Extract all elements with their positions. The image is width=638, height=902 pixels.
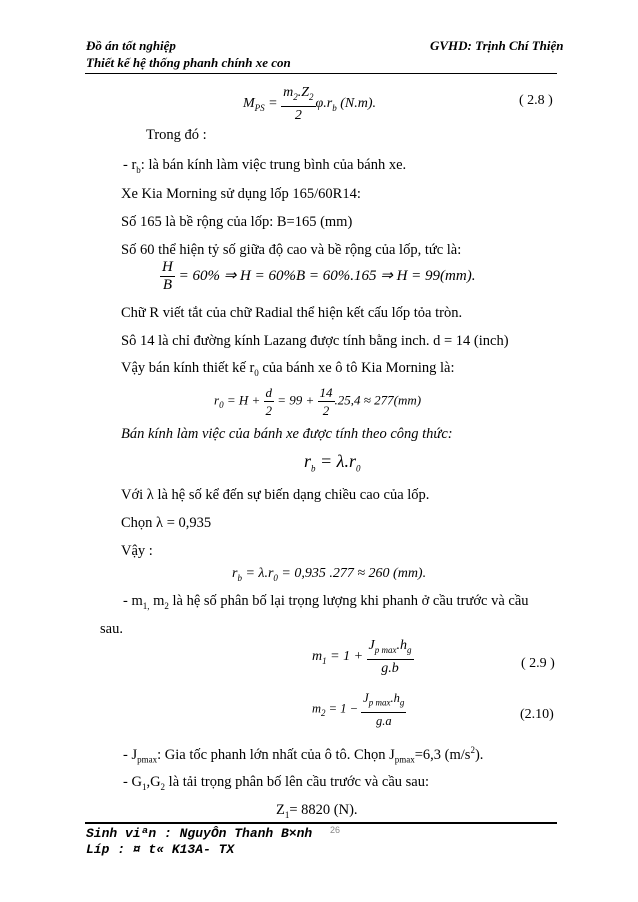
equation-2-8: $M_{PS}$ = $\frac{m_2.Z_2}{2}$ $\varphi.r_b$ (N.m). [243, 85, 377, 123]
equation-r0: $r_0 = H$ + $\frac{d}{2}$ = 99 + $\frac{14}{2}$ .25,4 ≈ 277(mm) [214, 385, 422, 418]
header-rule [85, 73, 557, 74]
trong-do-text: Trong đó : [146, 127, 207, 143]
header-subtitle: Thiết kế hệ thống phanh chính xe con [86, 55, 291, 70]
page-number: 26 [330, 825, 341, 835]
ban-kinh-text: Bán kính làm việc của bánh xe được tính theo công thức: [121, 426, 453, 442]
kia-tire-text: Xe Kia Morning sử dụng lốp 165/60R14: [121, 186, 361, 202]
jpmax-definition: - $J_{pmax}$: Gia tốc phanh lớn nhất của ô tô. Chọn $J_{pmax}=6,3$ $(m/s^2)$. [123, 745, 484, 765]
equation-number-2-10: (2.10) [520, 707, 554, 722]
equation-rb: $r_b = \lambda.r_0$ [304, 451, 361, 474]
chu-r-text: Chữ R viết tắt của chữ Radial thể hiện kết cấu lốp tỏa tròn. [121, 305, 463, 321]
header-title: Đồ án tốt nghiệp [86, 38, 176, 53]
rb-definition: - $r_b$: là bán kính làm việc trung bình của bánh xe. [123, 157, 407, 175]
footer-student: Sinh viªn : NguyÔn Thanh B×nh [86, 826, 313, 841]
equation-h-b: $\frac{H}{B}$ = 60% ⇒ H = 60%B = 60%.165 ⇒ H = 99(mm). [162, 259, 476, 293]
footer-class: Líp : ¤ t« K13A- TX [86, 842, 235, 857]
lambda-definition: Với λ là hệ số kể đến sự biến dạng chiều cao của lốp. [121, 487, 430, 503]
z1-value: $Z_1= 8820$ (N). [276, 802, 358, 820]
footer-rule [85, 822, 557, 824]
header-supervisor: GVHD: Trịnh Chí Thiện [430, 38, 564, 53]
equation-number-2-8: ( 2.8 ) [519, 93, 553, 108]
so-14-text: Sô 14 là chỉ đường kính Lazang được tính bằng inch. d = 14 (inch) [121, 333, 509, 349]
m-definition: - $m_{1,}$ $m_2$ là hệ số phân bố lại trọng lượng khi phanh ở cầu trước và cầu [123, 593, 529, 611]
sau-text: sau. [100, 621, 123, 637]
so-165-text: Số 165 là bề rộng của lốp: B=165 (mm) [121, 214, 353, 230]
g-definition: - $G_1,G_2$ là tải trọng phân bố lên cầu trước và cầu sau: [123, 774, 429, 792]
equation-rb-value: $r_b = \lambda.r_0 = 0,935$ .277 ≈ 260 (mm). [232, 566, 427, 583]
so-60-text: Số 60 thể hiện tỷ số giữa độ cao và bề rộng của lốp, tức là: [121, 242, 462, 258]
chon-lambda-text: Chọn λ = 0,935 [121, 515, 212, 531]
vay-r0-text: Vậy bán kính thiết kế $r_0$ của bánh xe ô tô Kia Morning là: [121, 360, 455, 378]
vay-text: Vậy : [121, 543, 153, 559]
equation-2-10: $m_2 = 1$ − $\frac{J_{p max}.h_g}{g.a}$ [312, 691, 405, 728]
equation-number-2-9: ( 2.9 ) [521, 656, 555, 671]
equation-2-9: $m_1 = 1$ + $\frac{J_{p max}.h_g}{g.b}$ [312, 638, 412, 676]
